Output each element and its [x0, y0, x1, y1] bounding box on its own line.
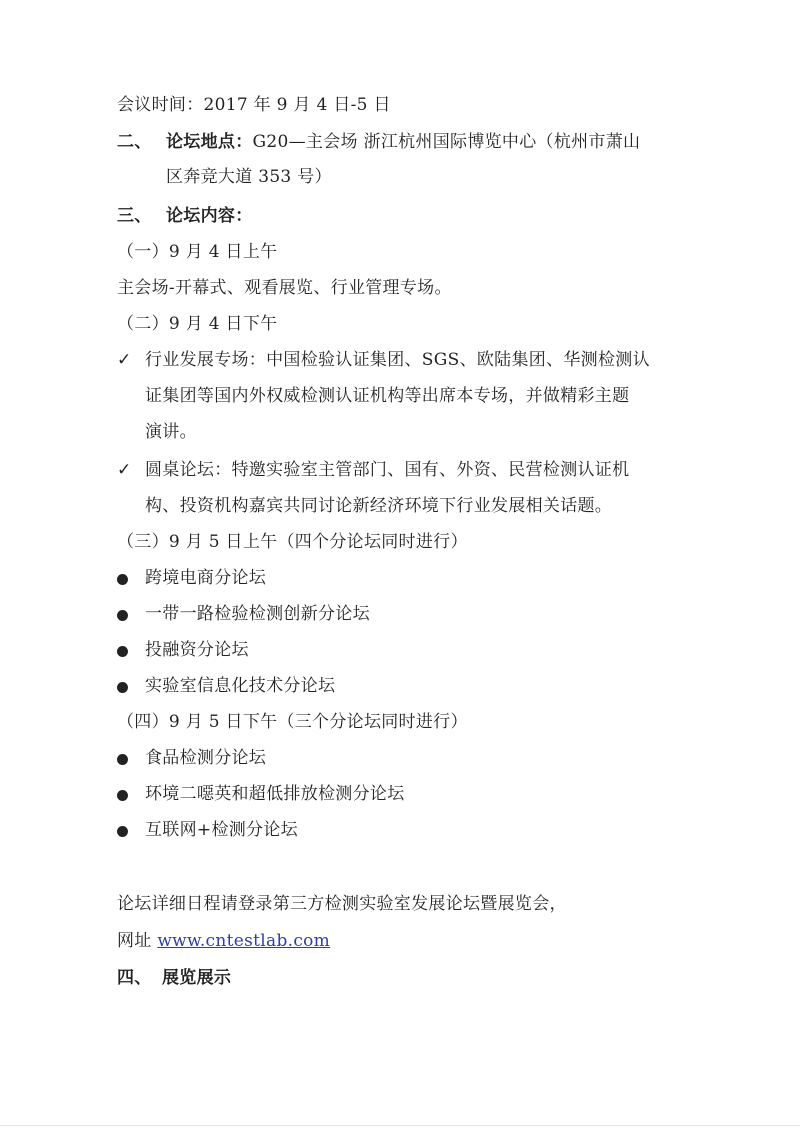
list-item: 食品检测分论坛 [145, 748, 267, 768]
sub2-heading: （二）9 月 4 日下午 [117, 314, 278, 334]
section4-number: 四、 [117, 968, 152, 988]
sub2-item1-line3: 演讲。 [145, 422, 197, 442]
bullet-dot-icon [117, 754, 128, 765]
sub1-text: 主会场-开幕式、观看展览、行业管理专场。 [117, 278, 452, 298]
section2-line1 [166, 131, 640, 153]
website-line [117, 930, 330, 952]
sub2-item2-line1: 圆桌论坛：特邀实验室主管部门、国有、外资、民营检测认证机 [145, 460, 630, 480]
bullet-dot-icon [117, 682, 128, 693]
website-link[interactable]: www.cntestlab.com [157, 931, 331, 951]
section2-number: 二、 [117, 132, 152, 152]
bullet-dot-icon [117, 790, 128, 801]
page-edge-divider [0, 1125, 800, 1126]
section3-number: 三、 [117, 206, 152, 226]
list-item: 跨境电商分论坛 [145, 568, 267, 588]
list-item: 互联网+检测分论坛 [145, 820, 298, 840]
section2-line2: 区奔竞大道 353 号） [166, 167, 332, 187]
sub4-heading: （四）9 月 5 日下午（三个分论坛同时进行） [117, 712, 468, 732]
bullet-dot-icon [117, 826, 128, 837]
sub2-item1-line2: 证集团等国内外权威检测认证机构等出席本专场，并做精彩主题 [145, 386, 630, 406]
list-item: 一带一路检验检测创新分论坛 [145, 604, 370, 624]
section2-title: 论坛地点： [166, 132, 253, 152]
sub1-heading: （一）9 月 4 日上午 [117, 242, 278, 262]
bullet-dot-icon [117, 610, 128, 621]
footer-text: 论坛详细日程请登录第三方检测实验室发展论坛暨展览会， [117, 894, 567, 914]
list-item: 环境二噁英和超低排放检测分论坛 [145, 784, 405, 804]
section4-title: 展览展示 [162, 968, 232, 988]
sub2-item1-line1: 行业发展专场：中国检验认证集团、SGS、欧陆集团、华测检测认 [145, 350, 650, 370]
section3-title: 论坛内容： [166, 206, 253, 226]
sub3-heading: （三）9 月 5 日上午（四个分论坛同时进行） [117, 532, 468, 552]
check-icon: ✓ [117, 460, 132, 480]
website-label: 网址 [117, 931, 158, 951]
list-item: 投融资分论坛 [145, 640, 249, 660]
list-item: 实验室信息化技术分论坛 [145, 676, 336, 696]
section2-text: G20—主会场 浙江杭州国际博览中心（杭州市萧山 [252, 132, 641, 152]
sub2-item2-line2: 构、投资机构嘉宾共同讨论新经济环境下行业发展相关话题。 [145, 496, 613, 516]
meeting-time: 会议时间：2017 年 9 月 4 日-5 日 [117, 95, 391, 115]
bullet-dot-icon [117, 574, 128, 585]
check-icon: ✓ [117, 350, 132, 370]
bullet-dot-icon [117, 646, 128, 657]
